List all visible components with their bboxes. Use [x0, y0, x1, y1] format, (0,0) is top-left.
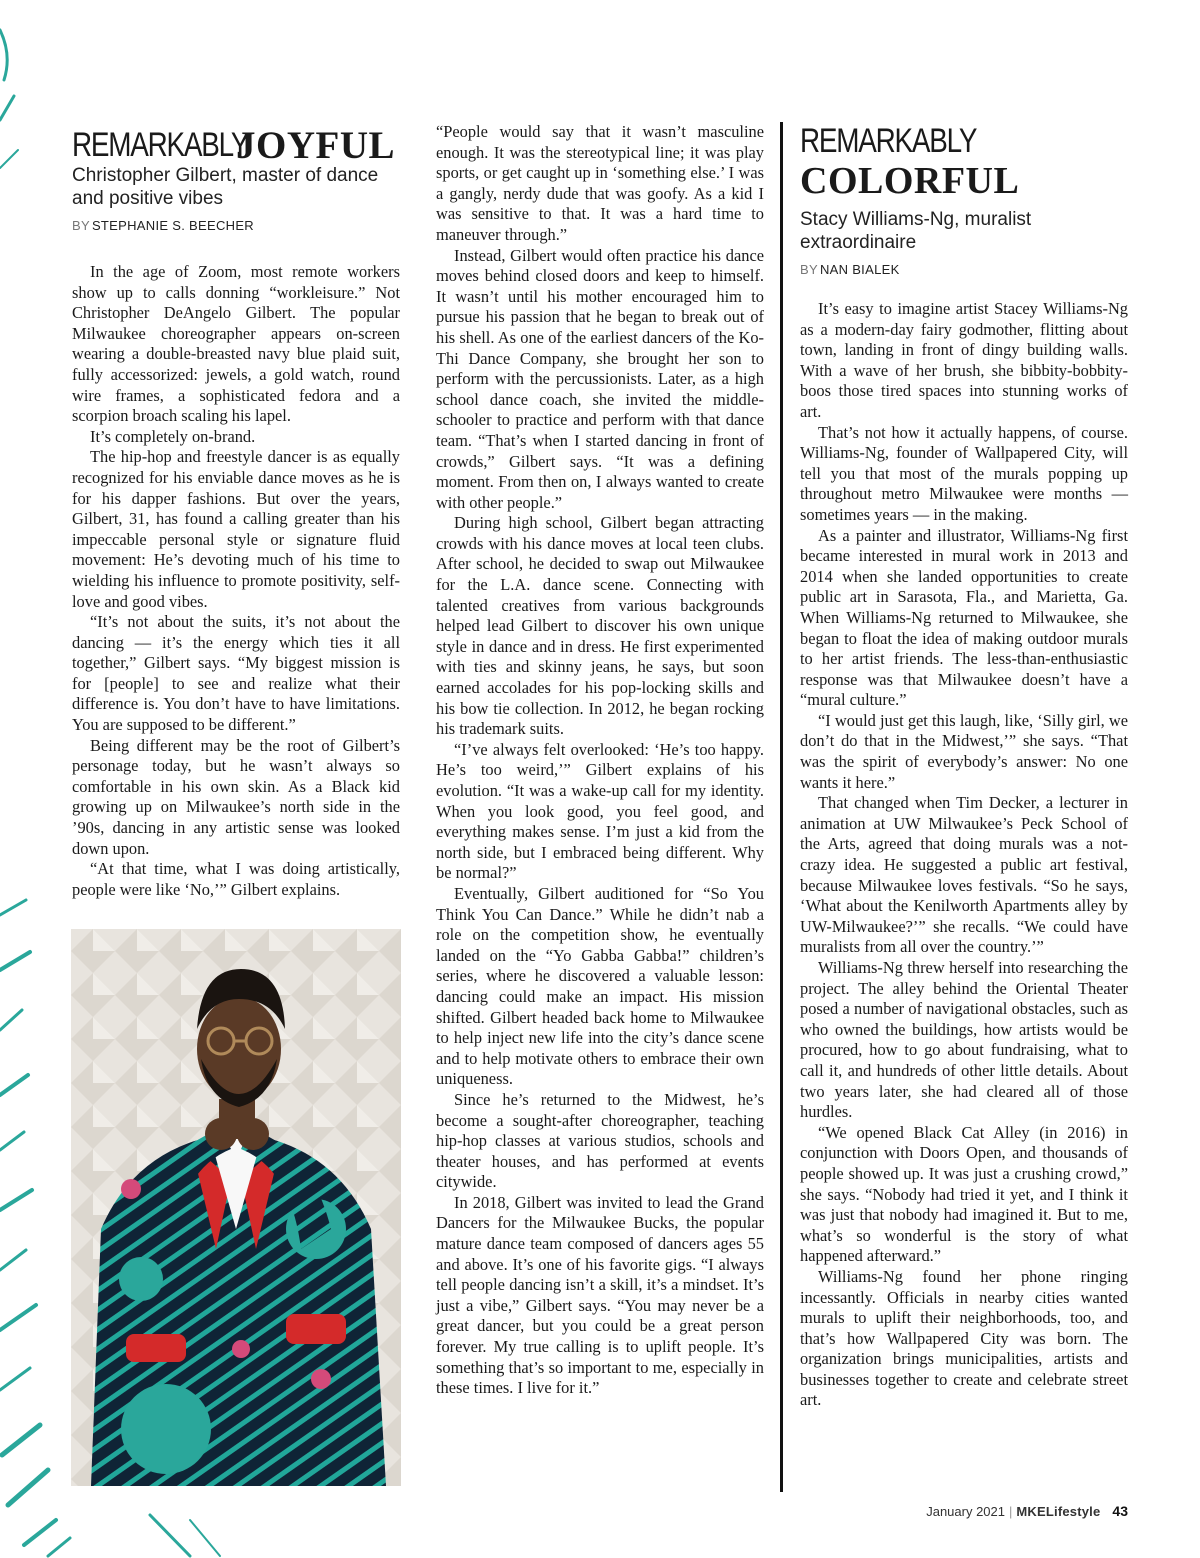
paragraph: It’s easy to imagine artist Stacey Williams-Ng as a modern-day fairy godmother, flitting about town, landing in front of dingy building walls. With a wave of her brush, she bibbity-bobbity-boos those tired spaces into stunning works of art.: [800, 299, 1128, 421]
article1-body-col1: [72, 262, 400, 900]
magazine-brand: MKELifestyle: [1016, 1504, 1101, 1519]
article2-deck: Stacy Williams-Ng, muralist extraordinaire: [800, 209, 1032, 253]
article1-by-label: BY: [72, 218, 90, 233]
column-divider: [780, 122, 783, 1492]
paragraph: During high school, Gilbert began attracting crowds with his dance moves at local teen clubs. After school, he decided to swap out Milwaukee for the L.A. dance scene. Connecting with talented creatives from various backgrounds helped lead Gilbert to discover his own unique style in dance and in dress. He first experimented with ties and skinny jeans, he says, but soon earned accolades for his pop-locking skills and his bow tie collection. In 2012, he began rocking his trademark suits.: [436, 513, 764, 739]
article2-title-word: COLORFUL: [800, 160, 1020, 202]
article1-header: [72, 122, 412, 233]
footer-separator: |: [1009, 1504, 1013, 1519]
article1-deck: Christopher Gilbert, master of dance and positive vibes: [72, 165, 379, 209]
paragraph: In 2018, Gilbert was invited to lead the Grand Dancers for the Milwaukee Bucks, the popular mature dance team composed of dancers ages 55 and above. It’s one of his favorite gigs. “I always tell people dancing isn’t a skill, it’s a mindset. It’s just a vibe,” Gilbert says. “You may never be a great dancer, but you could be a great person forever. My true calling is to uplift people. It’s something that’s so important to me, especially in these times. I live for it.”: [436, 1192, 764, 1398]
paragraph: That changed when Tim Decker, a lecturer in animation at UW Milwaukee’s Peck School of the Arts, agreed that doing murals was a not-crazy idea. He suggested a public art festival, because Milwaukee loves festivals. “So he says, ‘What about the Kenilworth Apartments alley by UW-Milwaukee?’” she recalls. “We could have muralists from all over the country.’”: [800, 793, 1128, 957]
article1-body-col2: [436, 122, 764, 1399]
article2-body: [800, 299, 1128, 1411]
article1-title-word: JOYFUL: [236, 124, 395, 167]
article1-kicker: REMARKABLY: [72, 126, 249, 164]
issue-date: January 2021: [926, 1504, 1005, 1519]
paragraph: “I’ve always felt overlooked: ‘He’s too happy. He’s too weird,’” Gilbert explains of his evolution. “It was a wake-up call for my identity. When you look good, you feel good, and everything makes sense. I’m just a kid from the north side, but I embraced being different. Why be normal?”: [436, 739, 764, 883]
article1-author: STEPHANIE S. BEECHER: [91, 218, 254, 233]
page-number: 43: [1112, 1503, 1128, 1519]
paragraph: In the age of Zoom, most remote workers show up to calls donning “workleisure.” Not Christopher DeAngelo Gilbert. The popular Milwaukee choreographer appears on-screen wearing a double-breasted navy blue plaid suit, fully accessorized: jewels, a gold watch, round wire frames, a sophisticated fedora and a scorpion broach scaling his lapel.: [72, 262, 400, 426]
article2-byline: [800, 262, 1130, 277]
paragraph: That’s not how it actually happens, of course. Williams-Ng, founder of Wallpapered City, will tell you that most of the murals popping up throughout metro Milwaukee were months — sometimes years — in the making.: [800, 422, 1128, 524]
paragraph: Instead, Gilbert would often practice his dance moves behind closed doors and keep to himself. It wasn’t until his mother encouraged him to pursue his passion that he began to break out of his shell. As one of the earliest dancers of the Ko-Thi Dance Company, she brought her son to perform with the percussionists. Later, as a high school dance coach, she invited the middle-schooler to practice and perform with that dance team. “That’s when I started dancing in front of crowds,” Gilbert says. “It was a defining moment. From then on, I always wanted to create with other people.”: [436, 245, 764, 512]
paragraph: Eventually, Gilbert auditioned for “So You Think You Can Dance.” While he didn’t nab a role on the competition show, he eventually landed on the “Yo Gabba Gabba!” children’s series, where he discovered a valuable lesson: dancing could make an impact. His mission shifted. Gilbert headed back home to Milwaukee to help inject new life into the city’s dance scene and to help motivate others to embrace their own uniqueness.: [436, 883, 764, 1089]
paragraph: Williams-Ng threw herself into researching the project. The alley behind the Oriental Theater posed a number of navigational obstacles, such as who owned the buildings, how artists would be procured, how to go about fundraising, what to call it, and hundreds of other little details. About two years later, she had cleared all of those hurdles.: [800, 958, 1128, 1122]
paragraph: It’s completely on-brand.: [90, 426, 256, 446]
page-footer: [926, 1503, 1128, 1519]
paragraph: Since he’s returned to the Midwest, he’s become a sought-after choreographer, teaching hip-hop classes at various studios, schools and theater houses, and has performed at events citywide.: [436, 1089, 764, 1192]
article2-kicker: REMARKABLY: [800, 122, 977, 160]
paragraph: The hip-hop and freestyle dancer is as equally recognized for his enviable dance moves as he is for his dapper fashions. But over the years, Gilbert, 31, has found a calling greater than his impeccable personal style or signature fluid movement: He’s devoting much of his time to wielding his influence to promote positivity, self-love and good vibes.: [72, 447, 400, 611]
paragraph: “It’s not about the suits, it’s not about the dancing — it’s the energy which ties it all together,” Gilbert says. “My biggest mission is for [people] to see and realize what their difference is. You don’t have to have limitations. You are supposed to be different.”: [72, 612, 400, 735]
paragraph: “I would just get this laugh, like, ‘Silly girl, we don’t do that in the Midwest,’” she says. “That was the spirit of everybody’s answer: No one wants it here.”: [800, 710, 1128, 792]
paragraph: “We opened Black Cat Alley (in 2016) in conjunction with Doors Open, and thousands of people showed up. It was just a crushing crowd,” she says. “Nobody had tried it yet, and I think it was just that nobody had imagined it. But to me, what’s so wonderful is the story of what happened afterward.”: [800, 1122, 1128, 1266]
article2-by-label: BY: [800, 262, 818, 277]
dancer-portrait-photo: [71, 929, 401, 1486]
paragraph: As a painter and illustrator, Williams-Ng first became interested in mural work in 2013 and 2014 when she landed opportunities to create public art in Sarasota, Fla., and Marietta, Ga. When Williams-Ng returned to Milwaukee, she began to float the idea of making outdoor murals to her artist friends. The less-than-enthusiastic response was that Milwaukee doesn’t have a “mural culture.”: [800, 525, 1128, 710]
paragraph: Williams-Ng found her phone ringing incessantly. Officials in nearby cities wanted murals to uplift their neighborhoods, too, and that’s how Wallpapered City was born. The organization brings municipalities, artists and businesses together to create and celebrate street art.: [800, 1266, 1128, 1410]
paragraph: “People would say that it wasn’t masculine enough. It was the stereotypical line; it was play sports, or get caught up in ‘something else.’ I was a gangly, nerdy dude that was goofy. As a kid I was sensitive to that. It was a hard time to maneuver through.”: [436, 122, 764, 244]
portrait-illustration: [71, 929, 401, 1486]
article2-header: [800, 124, 1130, 277]
paragraph: “At that time, what I was doing artistically, people were like ‘No,’” Gilbert explains.: [72, 859, 400, 899]
paragraph: Being different may be the root of Gilbert’s personage today, but he wasn’t always so comfortable in his own skin. As a Black kid growing up on Milwaukee’s north side in the ’90s, dancing in any artistic sense was looked down upon.: [72, 735, 400, 858]
article1-byline: [72, 218, 412, 233]
article2-author: NAN BIALEK: [819, 262, 900, 277]
